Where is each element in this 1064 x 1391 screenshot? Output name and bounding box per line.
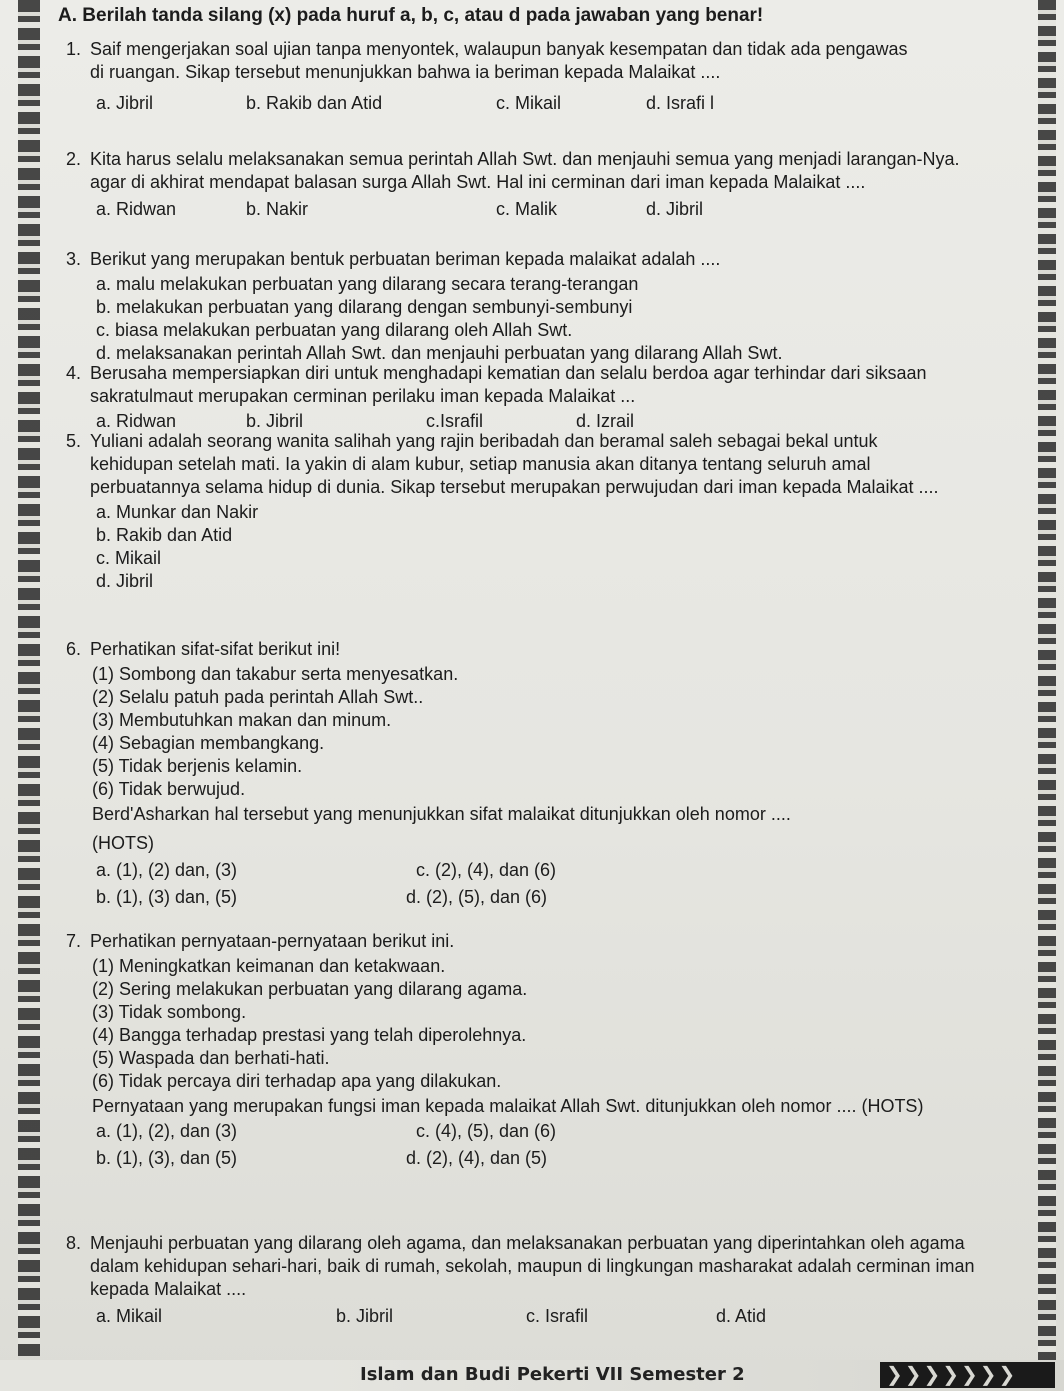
statement-6: (6) Tidak berwujud.	[92, 779, 246, 799]
hots-label: (HOTS)	[92, 833, 154, 853]
question-number: 4.	[66, 363, 82, 383]
option-a[interactable]: a. Jibril	[96, 93, 154, 113]
statement-5: (5) Tidak berjenis kelamin.	[92, 756, 303, 776]
statement-1: (1) Sombong dan takabur serta menyesatkan.	[92, 664, 459, 684]
question-number: 8.	[66, 1233, 82, 1253]
question-text: Menjauhi perbuatan yang dilarang oleh agama, dan melaksanakan perbuatan yang diperintahkan oleh agama dalam kehidupan sehari-hari, baik di rumah, sekolah, maupun di lingkungan masharakat adalah cerminan iman kepada Malaikat ....	[90, 1233, 975, 1299]
statement-3: (3) Tidak sombong.	[92, 1002, 247, 1022]
option-b[interactable]: b. Jibril	[246, 411, 304, 431]
question-text: Kita harus selalu melaksanakan semua perintah Allah Swt. dan menjauhi semua yang menjadi larangan-Nya. agar di akhirat mendapat balasan surga Allah Swt. Hal ini cerminan dari iman kepada Malaikat ....	[90, 149, 960, 192]
option-b[interactable]: b. Jibril	[336, 1306, 394, 1326]
option-c[interactable]: c. Malik	[496, 199, 558, 219]
question-4	[66, 362, 986, 433]
question-text: Yuliani adalah seorang wanita salihah yang rajin beribadah dan beramal saleh sebagai bekal untuk kehidupan setelah mati. Ia yakin di alam kubur, setiap manusia akan ditanya tentang seluruh amal perbuatannya selama hidup di dunia. Sikap tersebut merupakan perwujudan dari iman kepada Malaikat ....	[90, 431, 939, 497]
question-8	[66, 1232, 986, 1328]
question-number: 6.	[66, 639, 82, 659]
option-b[interactable]: b. melakukan perbuatan yang dilarang dengan sembunyi-sembunyi	[96, 297, 633, 317]
statement-5: (5) Waspada dan berhati-hati.	[92, 1048, 330, 1068]
statement-4: (4) Sebagian membangkang.	[92, 733, 325, 753]
option-d[interactable]: d. Jibril	[646, 199, 704, 219]
section-heading: A. Berilah tanda silang (x) pada huruf a, b, c, atau d pada jawaban yang benar!	[58, 5, 764, 26]
statement-2: (2) Sering melakukan perbuatan yang dilarang agama.	[92, 979, 528, 999]
option-c[interactable]: c. Mikail	[496, 93, 562, 113]
options-row	[96, 1305, 986, 1328]
options-row	[96, 859, 986, 882]
statement-1: (1) Meningkatkan keimanan dan ketakwaan.	[92, 956, 446, 976]
option-a[interactable]: a. Mikail	[96, 1306, 163, 1326]
option-b[interactable]: b. Rakib dan Atid	[96, 525, 233, 545]
page-footer	[0, 1360, 1064, 1391]
question-2	[66, 148, 986, 221]
question-number: 7.	[66, 931, 82, 951]
question-text: Berusaha mempersiapkan diri untuk menghadapi kematian dan selalu berdoa agar terhindar dari siksaan sakratulmaut merupakan cerminan perilaku iman kepada Malaikat ...	[90, 363, 927, 406]
footer-title: Islam dan Budi Pekerti VII Semester 2	[360, 1364, 745, 1385]
question-7	[66, 930, 986, 1170]
option-b[interactable]: b. Nakir	[246, 199, 309, 219]
option-d[interactable]: d. Jibril	[96, 571, 154, 591]
question-1	[66, 38, 986, 115]
question-text: Saif mengerjakan soal ujian tanpa menyontek, walaupun banyak kesempatan dan tidak ada pengawas di ruangan. Sikap tersebut menunjukkan bahwa ia beriman kepada Malaikat ....	[90, 39, 908, 82]
statement-6: (6) Tidak percaya diri terhadap apa yang dilakukan.	[92, 1071, 502, 1091]
option-a[interactable]: a. (1), (2) dan, (3)	[96, 860, 238, 880]
question-5	[66, 430, 986, 593]
question-prompt: Berd'Asharkan hal tersebut yang menunjukkan sifat malaikat ditunjukkan oleh nomor ....	[92, 804, 791, 824]
question-text: Perhatikan sifat-sifat berikut ini!	[90, 639, 341, 659]
option-d[interactable]: d. Israfi l	[646, 93, 715, 113]
option-a[interactable]: a. Munkar dan Nakir	[96, 502, 259, 522]
option-c[interactable]: c. Mikail	[96, 548, 162, 568]
option-a[interactable]: a. (1), (2), dan (3)	[96, 1121, 238, 1141]
option-b[interactable]: b. (1), (3) dan, (5)	[96, 887, 238, 907]
option-c[interactable]: c. (4), (5), dan (6)	[416, 1121, 557, 1141]
option-d[interactable]: d. (2), (4), dan (5)	[406, 1148, 548, 1168]
statement-3: (3) Membutuhkan makan dan minum.	[92, 710, 392, 730]
question-text: Perhatikan pernyataan-pernyataan berikut ini.	[90, 931, 455, 951]
option-c[interactable]: c. biasa melakukan perbuatan yang dilarang oleh Allah Swt.	[96, 320, 573, 340]
options-row	[96, 198, 986, 221]
question-text: Berikut yang merupakan bentuk perbuatan beriman kepada malaikat adalah ....	[90, 249, 721, 269]
option-d[interactable]: d. Atid	[716, 1306, 767, 1326]
options-row	[96, 92, 986, 115]
option-b[interactable]: b. (1), (3), dan (5)	[96, 1148, 238, 1168]
question-number: 3.	[66, 249, 82, 269]
question-3	[66, 248, 986, 365]
option-c[interactable]: c.Israfil	[426, 411, 484, 431]
decorative-border-right	[1038, 0, 1056, 1391]
question-number: 5.	[66, 431, 82, 451]
question-prompt: Pernyataan yang merupakan fungsi iman kepada malaikat Allah Swt. ditunjukkan oleh nomor .... (HOTS)	[92, 1096, 924, 1116]
option-d[interactable]: d. melaksanakan perintah Allah Swt. dan menjauhi perbuatan yang dilarang Allah Swt.	[96, 343, 783, 363]
option-b[interactable]: b. Rakib dan Atid	[246, 93, 383, 113]
option-d[interactable]: d. Izrail	[576, 411, 635, 431]
question-6	[66, 638, 986, 909]
option-a[interactable]: a. malu melakukan perbuatan yang dilarang secara terang-terangan	[96, 274, 639, 294]
decorative-border-left	[18, 0, 40, 1391]
option-d[interactable]: d. (2), (5), dan (6)	[406, 887, 548, 907]
options-row	[96, 1120, 986, 1143]
statement-4: (4) Bangga terhadap prestasi yang telah diperolehnya.	[92, 1025, 527, 1045]
question-number: 2.	[66, 149, 82, 169]
footer-arrows-decoration: ❯❯❯❯❯❯❯	[880, 1362, 1055, 1388]
options-row	[96, 886, 986, 909]
question-number: 1.	[66, 39, 82, 59]
option-a[interactable]: a. Ridwan	[96, 199, 177, 219]
option-c[interactable]: c. Israfil	[526, 1306, 589, 1326]
option-c[interactable]: c. (2), (4), dan (6)	[416, 860, 557, 880]
statement-2: (2) Selalu patuh pada perintah Allah Swt..	[92, 687, 424, 707]
options-row	[96, 1147, 986, 1170]
option-a[interactable]: a. Ridwan	[96, 411, 177, 431]
